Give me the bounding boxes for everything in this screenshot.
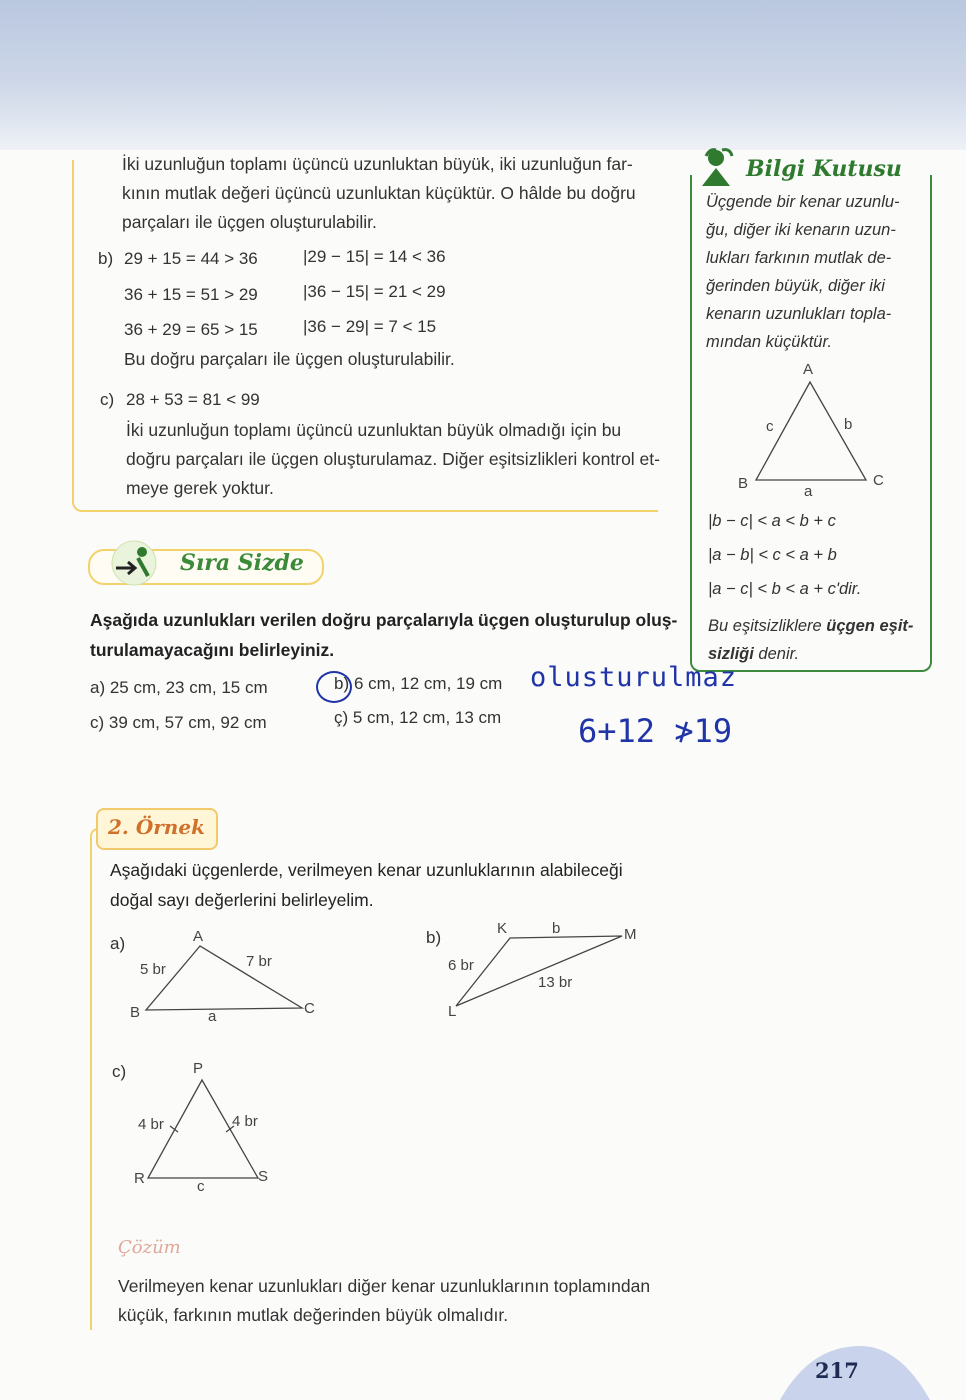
intro-text: İki uzunluğun toplamı üçüncü uzunluktan büyük, iki uzunluğun far- kının mutlak değeri üçüncü uzunluktan küçüktür. O hâlde bu doğru parçaları ile üçgen oluşturulabilir. xyxy=(122,154,636,232)
vertex-label: B xyxy=(130,1004,141,1021)
side-label: 13 br xyxy=(538,974,573,991)
info-box-text: Üçgende bir kenar uzunlu- ğu, diğer iki kenarın uzun- lukları farkının mutlak de- ğerinden büyük, diğer iki kenarın uzunlukları topla- mından küçüktür. xyxy=(706,193,900,351)
part-c-label: c) xyxy=(100,390,115,409)
side-label: c xyxy=(766,418,774,435)
ornek-question: Aşağıdaki üçgenlerde, verilmeyen kenar uzunluklarının alabileceği doğal sayı değerlerini belirleyelim. xyxy=(110,860,623,910)
option-cc: ç) 5 cm, 12 cm, 13 cm xyxy=(334,708,502,727)
side-label: b xyxy=(844,416,853,433)
vertex-label: M xyxy=(624,926,637,943)
solution-title: Çözüm xyxy=(118,1237,181,1258)
inequality-1: |b − c| < a < b + c xyxy=(708,512,836,530)
page-number-tab xyxy=(780,1340,966,1400)
sira-sizde-title: Sıra Sizde xyxy=(180,550,304,576)
part-b-diff-3: |36 − 29| = 7 < 15 xyxy=(303,317,437,336)
vertex-label: C xyxy=(873,472,884,489)
inequality-2: |a − b| < c < a + b xyxy=(708,546,837,564)
option-c: c) 39 cm, 57 cm, 92 cm xyxy=(90,713,267,732)
vertex-label: C xyxy=(304,1000,315,1017)
decorative-header-band xyxy=(0,0,966,150)
vertex-label: S xyxy=(258,1168,269,1185)
side-label: a xyxy=(804,483,813,500)
triangle-b-diagram xyxy=(446,920,646,1020)
option-b-label: b) xyxy=(334,674,350,693)
part-b-diff-1: |29 − 15| = 14 < 36 xyxy=(303,247,446,266)
vertex-label: B xyxy=(738,475,749,492)
vertex-label: A xyxy=(193,928,204,945)
page-number: 217 xyxy=(815,1358,859,1383)
side-label: 4 br xyxy=(138,1116,164,1133)
part-c-text: İki uzunluğun toplamı üçüncü uzunluktan büyük olmadığı için bu doğru parçaları ile üçgen oluşturulamaz. Diğer eşitsizlikleri kontrol et- meye gerek yoktur. xyxy=(126,420,660,498)
option-a: a) 25 cm, 23 cm, 15 cm xyxy=(90,678,268,697)
part-b-sum-1: 29 + 15 = 44 > 36 xyxy=(124,249,258,268)
triangle-a-diagram xyxy=(130,930,330,1030)
person-arrow-icon xyxy=(104,538,164,588)
vertex-label: A xyxy=(803,361,814,378)
sira-question: Aşağıda uzunlukları verilen doğru parçalarıyla üçgen oluşturulup oluş- turulamayacağını belirleyiniz. xyxy=(90,610,678,660)
info-box-title: Bilgi Kutusu xyxy=(746,156,902,182)
side-label: b xyxy=(552,920,561,937)
vertex-label: L xyxy=(448,1003,457,1020)
vertex-label: K xyxy=(497,920,508,937)
side-label: 5 br xyxy=(140,961,166,978)
vertex-label: P xyxy=(193,1060,204,1077)
ornek-title: 2. Örnek xyxy=(108,815,205,839)
info-box-footer: Bu eşitsizliklere üçgen eşit- sizliği denir. xyxy=(708,617,914,663)
option-b: 6 cm, 12 cm, 19 cm xyxy=(354,674,503,693)
part-b-diff-2: |36 − 15| = 21 < 29 xyxy=(303,282,446,301)
triangle-c-label: c) xyxy=(112,1062,127,1081)
side-label: a xyxy=(208,1008,217,1025)
side-label: 4 br xyxy=(232,1113,258,1130)
part-b-label: b) xyxy=(98,249,114,268)
part-c-expr: 28 + 53 = 81 < 99 xyxy=(126,390,260,409)
side-label: c xyxy=(197,1178,205,1195)
side-label: 7 br xyxy=(246,953,272,970)
section-frame xyxy=(90,828,98,1330)
thinking-person-icon xyxy=(696,146,744,188)
handwritten-note: olusturulmaz xyxy=(530,662,738,693)
triangle-b-label: b) xyxy=(426,928,442,947)
inequality-3: |a − c| < b < a + c'dir. xyxy=(708,580,862,598)
triangle-a-label: a) xyxy=(110,934,126,953)
solution-text: Verilmeyen kenar uzunlukları diğer kenar uzunluklarının toplamından küçük, farkının mutlak değerinden büyük olmalıdır. xyxy=(118,1276,651,1325)
part-b-sum-2: 36 + 15 = 51 > 29 xyxy=(124,285,258,304)
vertex-label: R xyxy=(134,1170,145,1187)
handwritten-calculation: 6+12 ≯19 xyxy=(578,712,733,750)
part-b-sum-3: 36 + 29 = 65 > 15 xyxy=(124,320,258,339)
part-b-conclusion: Bu doğru parçaları ile üçgen oluşturulabilir. xyxy=(124,349,455,369)
side-label: 6 br xyxy=(448,957,474,974)
